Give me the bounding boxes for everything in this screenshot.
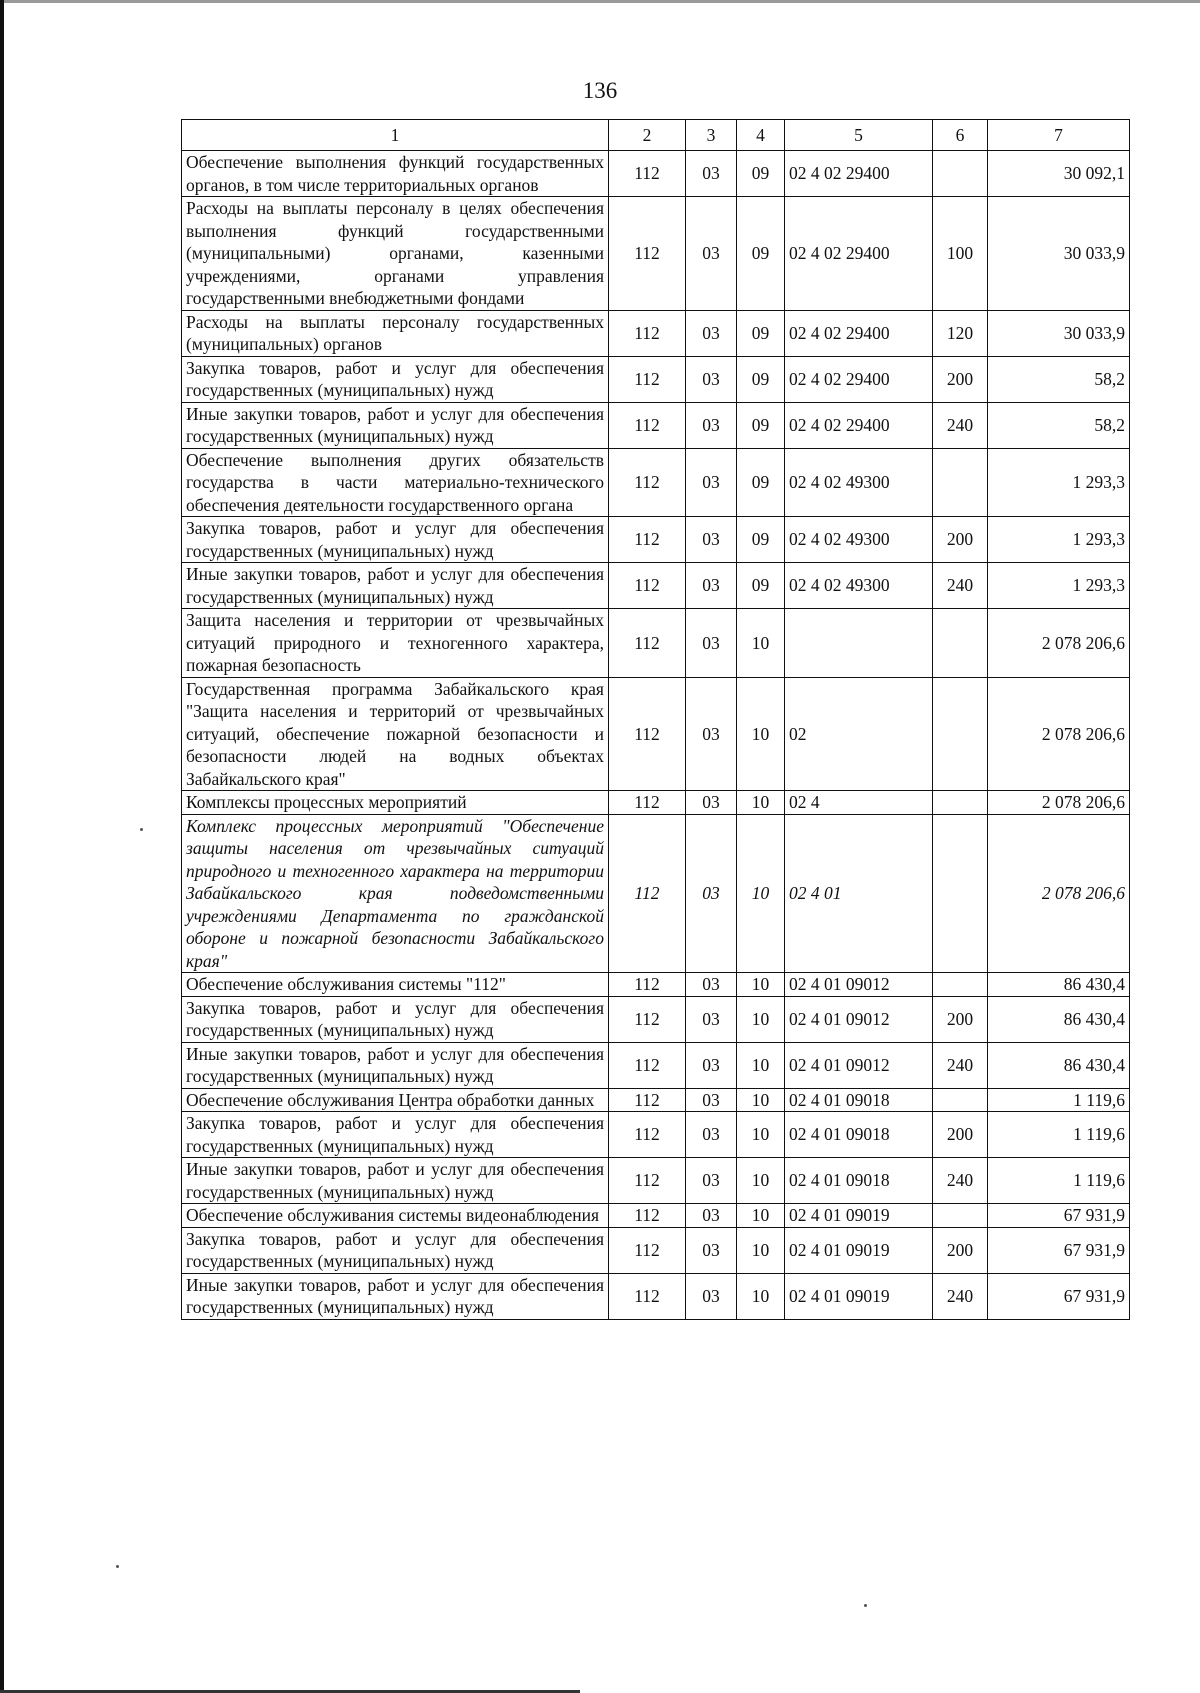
row-target-article: 02 4 01 09012 xyxy=(785,996,933,1042)
row-expense-type: 200 xyxy=(933,996,988,1042)
row-amount: 67 931,9 xyxy=(988,1273,1130,1319)
row-section-code: 03 xyxy=(686,1042,737,1088)
column-header-3: 3 xyxy=(686,120,737,151)
row-ministry-code: 112 xyxy=(609,151,686,197)
row-ministry-code: 112 xyxy=(609,609,686,678)
row-amount: 2 078 206,6 xyxy=(988,609,1130,678)
row-subsection-code: 10 xyxy=(737,973,785,997)
row-subsection-code: 09 xyxy=(737,151,785,197)
row-section-code: 03 xyxy=(686,448,737,517)
row-ministry-code: 112 xyxy=(609,1273,686,1319)
row-ministry-code: 112 xyxy=(609,677,686,791)
row-description: Закупка товаров, работ и услуг для обеспечения государственных (муниципальных) нужд xyxy=(182,1112,609,1158)
row-amount: 67 931,9 xyxy=(988,1204,1130,1228)
row-ministry-code: 112 xyxy=(609,1204,686,1228)
row-target-article: 02 4 01 09018 xyxy=(785,1088,933,1112)
row-ministry-code: 112 xyxy=(609,563,686,609)
table-row xyxy=(182,791,1130,815)
row-description: Закупка товаров, работ и услуг для обеспечения государственных (муниципальных) нужд xyxy=(182,996,609,1042)
table-row xyxy=(182,1158,1130,1204)
row-ministry-code: 112 xyxy=(609,814,686,973)
row-subsection-code: 09 xyxy=(737,402,785,448)
row-target-article: 02 4 02 29400 xyxy=(785,197,933,311)
row-amount: 30 092,1 xyxy=(988,151,1130,197)
scan-speck xyxy=(116,1565,119,1568)
row-ministry-code: 112 xyxy=(609,402,686,448)
table-row xyxy=(182,973,1130,997)
row-target-article: 02 4 01 xyxy=(785,814,933,973)
row-amount: 30 033,9 xyxy=(988,197,1130,311)
row-target-article: 02 4 xyxy=(785,791,933,815)
table-row xyxy=(182,563,1130,609)
row-section-code: 03 xyxy=(686,791,737,815)
row-expense-type: 240 xyxy=(933,563,988,609)
row-subsection-code: 09 xyxy=(737,310,785,356)
row-amount: 2 078 206,6 xyxy=(988,814,1130,973)
row-expense-type: 240 xyxy=(933,1273,988,1319)
row-section-code: 03 xyxy=(686,151,737,197)
row-subsection-code: 10 xyxy=(737,1088,785,1112)
row-amount: 86 430,4 xyxy=(988,973,1130,997)
row-description: Обеспечение выполнения функций государственных органов, в том числе территориальных органов xyxy=(182,151,609,197)
row-target-article: 02 4 02 29400 xyxy=(785,151,933,197)
scan-edge-top xyxy=(0,0,1200,3)
row-target-article: 02 4 01 09018 xyxy=(785,1158,933,1204)
table-header-row xyxy=(182,120,1130,151)
row-expense-type: 200 xyxy=(933,517,988,563)
row-amount: 86 430,4 xyxy=(988,1042,1130,1088)
row-ministry-code: 112 xyxy=(609,1112,686,1158)
table-row xyxy=(182,448,1130,517)
table-row xyxy=(182,356,1130,402)
row-amount: 1 293,3 xyxy=(988,448,1130,517)
row-target-article: 02 xyxy=(785,677,933,791)
row-description: Обеспечение выполнения других обязательств государства в части материально-технического обеспечения деятельности государственного органа xyxy=(182,448,609,517)
row-section-code: 03 xyxy=(686,973,737,997)
row-expense-type xyxy=(933,791,988,815)
row-amount: 1 119,6 xyxy=(988,1158,1130,1204)
row-description: Обеспечение обслуживания Центра обработки данных xyxy=(182,1088,609,1112)
scan-speck xyxy=(864,1604,867,1607)
column-header-2: 2 xyxy=(609,120,686,151)
table-row xyxy=(182,609,1130,678)
table-row xyxy=(182,1273,1130,1319)
row-section-code: 03 xyxy=(686,1227,737,1273)
column-header-4: 4 xyxy=(737,120,785,151)
table-row xyxy=(182,310,1130,356)
row-expense-type: 240 xyxy=(933,402,988,448)
row-target-article: 02 4 02 49300 xyxy=(785,448,933,517)
row-target-article: 02 4 02 29400 xyxy=(785,402,933,448)
row-section-code: 03 xyxy=(686,1088,737,1112)
row-section-code: 03 xyxy=(686,356,737,402)
row-subsection-code: 10 xyxy=(737,1273,785,1319)
row-expense-type: 200 xyxy=(933,1227,988,1273)
row-expense-type xyxy=(933,151,988,197)
row-section-code: 03 xyxy=(686,1112,737,1158)
page-number: 136 xyxy=(582,78,618,103)
table-row xyxy=(182,1204,1130,1228)
row-target-article xyxy=(785,609,933,678)
row-subsection-code: 09 xyxy=(737,197,785,311)
table-row xyxy=(182,402,1130,448)
column-header-7: 7 xyxy=(988,120,1130,151)
row-expense-type: 200 xyxy=(933,356,988,402)
row-subsection-code: 10 xyxy=(737,1042,785,1088)
row-description: Иные закупки товаров, работ и услуг для обеспечения государственных (муниципальных) нужд xyxy=(182,1042,609,1088)
table-row xyxy=(182,151,1130,197)
row-subsection-code: 10 xyxy=(737,1227,785,1273)
row-ministry-code: 112 xyxy=(609,517,686,563)
row-target-article: 02 4 01 09019 xyxy=(785,1227,933,1273)
row-target-article: 02 4 02 49300 xyxy=(785,563,933,609)
row-description: Комплекс процессных мероприятий "Обеспечение защиты населения от чрезвычайных ситуаций природного и техногенного характера на территории Забайкальского края подведомственными учреждениями Департамента по гражданской обороне и пожарной безопасности Забайкальского края" xyxy=(182,814,609,973)
row-description: Обеспечение обслуживания системы "112" xyxy=(182,973,609,997)
row-target-article: 02 4 01 09019 xyxy=(785,1273,933,1319)
row-expense-type xyxy=(933,973,988,997)
row-subsection-code: 10 xyxy=(737,609,785,678)
table-row xyxy=(182,1088,1130,1112)
table-row xyxy=(182,517,1130,563)
row-amount: 58,2 xyxy=(988,356,1130,402)
row-section-code: 03 xyxy=(686,1158,737,1204)
row-description: Иные закупки товаров, работ и услуг для обеспечения государственных (муниципальных) нужд xyxy=(182,563,609,609)
row-subsection-code: 10 xyxy=(737,1204,785,1228)
table-row xyxy=(182,814,1130,973)
column-header-5: 5 xyxy=(785,120,933,151)
row-ministry-code: 112 xyxy=(609,1158,686,1204)
row-subsection-code: 10 xyxy=(737,1158,785,1204)
row-description: Иные закупки товаров, работ и услуг для обеспечения государственных (муниципальных) нужд xyxy=(182,1273,609,1319)
column-header-1: 1 xyxy=(182,120,609,151)
scan-speck xyxy=(140,828,143,831)
row-target-article: 02 4 02 29400 xyxy=(785,310,933,356)
row-subsection-code: 10 xyxy=(737,791,785,815)
table-row xyxy=(182,1112,1130,1158)
row-expense-type: 100 xyxy=(933,197,988,311)
row-description: Закупка товаров, работ и услуг для обеспечения государственных (муниципальных) нужд xyxy=(182,1227,609,1273)
row-amount: 30 033,9 xyxy=(988,310,1130,356)
row-amount: 2 078 206,6 xyxy=(988,791,1130,815)
row-target-article: 02 4 01 09019 xyxy=(785,1204,933,1228)
row-section-code: 03 xyxy=(686,402,737,448)
row-expense-type: 120 xyxy=(933,310,988,356)
row-expense-type: 240 xyxy=(933,1158,988,1204)
table-row xyxy=(182,677,1130,791)
row-ministry-code: 112 xyxy=(609,1042,686,1088)
row-amount: 86 430,4 xyxy=(988,996,1130,1042)
row-expense-type xyxy=(933,1088,988,1112)
row-expense-type xyxy=(933,677,988,791)
row-subsection-code: 09 xyxy=(737,563,785,609)
row-section-code: 03 xyxy=(686,609,737,678)
row-subsection-code: 10 xyxy=(737,677,785,791)
row-expense-type: 200 xyxy=(933,1112,988,1158)
row-target-article: 02 4 02 29400 xyxy=(785,356,933,402)
row-expense-type xyxy=(933,814,988,973)
row-ministry-code: 112 xyxy=(609,1088,686,1112)
budget-table xyxy=(181,119,1130,1320)
row-expense-type xyxy=(933,448,988,517)
row-subsection-code: 09 xyxy=(737,356,785,402)
row-ministry-code: 112 xyxy=(609,448,686,517)
row-description: Расходы на выплаты персоналу государственных (муниципальных) органов xyxy=(182,310,609,356)
row-section-code: 03 xyxy=(686,814,737,973)
row-target-article: 02 4 01 09018 xyxy=(785,1112,933,1158)
row-section-code: 03 xyxy=(686,197,737,311)
row-section-code: 03 xyxy=(686,1204,737,1228)
row-subsection-code: 10 xyxy=(737,814,785,973)
row-amount: 1 293,3 xyxy=(988,563,1130,609)
row-description: Иные закупки товаров, работ и услуг для обеспечения государственных (муниципальных) нужд xyxy=(182,402,609,448)
table-row xyxy=(182,996,1130,1042)
row-amount: 1 119,6 xyxy=(988,1088,1130,1112)
row-subsection-code: 10 xyxy=(737,996,785,1042)
row-amount: 58,2 xyxy=(988,402,1130,448)
row-description: Государственная программа Забайкальского края "Защита населения и территорий от чрезвычайных ситуаций, обеспечение пожарной безопасности и безопасности людей на водных объектах Забайкальского края" xyxy=(182,677,609,791)
row-ministry-code: 112 xyxy=(609,310,686,356)
row-ministry-code: 112 xyxy=(609,791,686,815)
row-description: Расходы на выплаты персоналу в целях обеспечения выполнения функций государственными (муниципальными) органами, казенными учреждениями, органами управления государственными внебюджетными фондами xyxy=(182,197,609,311)
row-expense-type: 240 xyxy=(933,1042,988,1088)
row-amount: 1 293,3 xyxy=(988,517,1130,563)
row-section-code: 03 xyxy=(686,310,737,356)
row-description: Комплексы процессных мероприятий xyxy=(182,791,609,815)
row-amount: 67 931,9 xyxy=(988,1227,1130,1273)
table-row xyxy=(182,1227,1130,1273)
row-ministry-code: 112 xyxy=(609,973,686,997)
row-description: Иные закупки товаров, работ и услуг для обеспечения государственных (муниципальных) нужд xyxy=(182,1158,609,1204)
row-target-article: 02 4 01 09012 xyxy=(785,973,933,997)
row-description: Закупка товаров, работ и услуг для обеспечения государственных (муниципальных) нужд xyxy=(182,356,609,402)
row-expense-type xyxy=(933,1204,988,1228)
row-description: Обеспечение обслуживания системы видеонаблюдения xyxy=(182,1204,609,1228)
row-ministry-code: 112 xyxy=(609,996,686,1042)
row-target-article: 02 4 01 09012 xyxy=(785,1042,933,1088)
row-description: Закупка товаров, работ и услуг для обеспечения государственных (муниципальных) нужд xyxy=(182,517,609,563)
row-ministry-code: 112 xyxy=(609,356,686,402)
scan-edge-left xyxy=(0,0,4,1693)
row-subsection-code: 10 xyxy=(737,1112,785,1158)
row-section-code: 03 xyxy=(686,996,737,1042)
table-row xyxy=(182,1042,1130,1088)
row-expense-type xyxy=(933,609,988,678)
row-ministry-code: 112 xyxy=(609,197,686,311)
row-description: Защита населения и территории от чрезвычайных ситуаций природного и техногенного характера, пожарная безопасность xyxy=(182,609,609,678)
row-section-code: 03 xyxy=(686,1273,737,1319)
row-subsection-code: 09 xyxy=(737,448,785,517)
column-header-6: 6 xyxy=(933,120,988,151)
row-amount: 2 078 206,6 xyxy=(988,677,1130,791)
row-target-article: 02 4 02 49300 xyxy=(785,517,933,563)
table-row xyxy=(182,197,1130,311)
row-amount: 1 119,6 xyxy=(988,1112,1130,1158)
table-body xyxy=(182,151,1130,1320)
row-ministry-code: 112 xyxy=(609,1227,686,1273)
row-section-code: 03 xyxy=(686,563,737,609)
row-subsection-code: 09 xyxy=(737,517,785,563)
row-section-code: 03 xyxy=(686,677,737,791)
row-section-code: 03 xyxy=(686,517,737,563)
